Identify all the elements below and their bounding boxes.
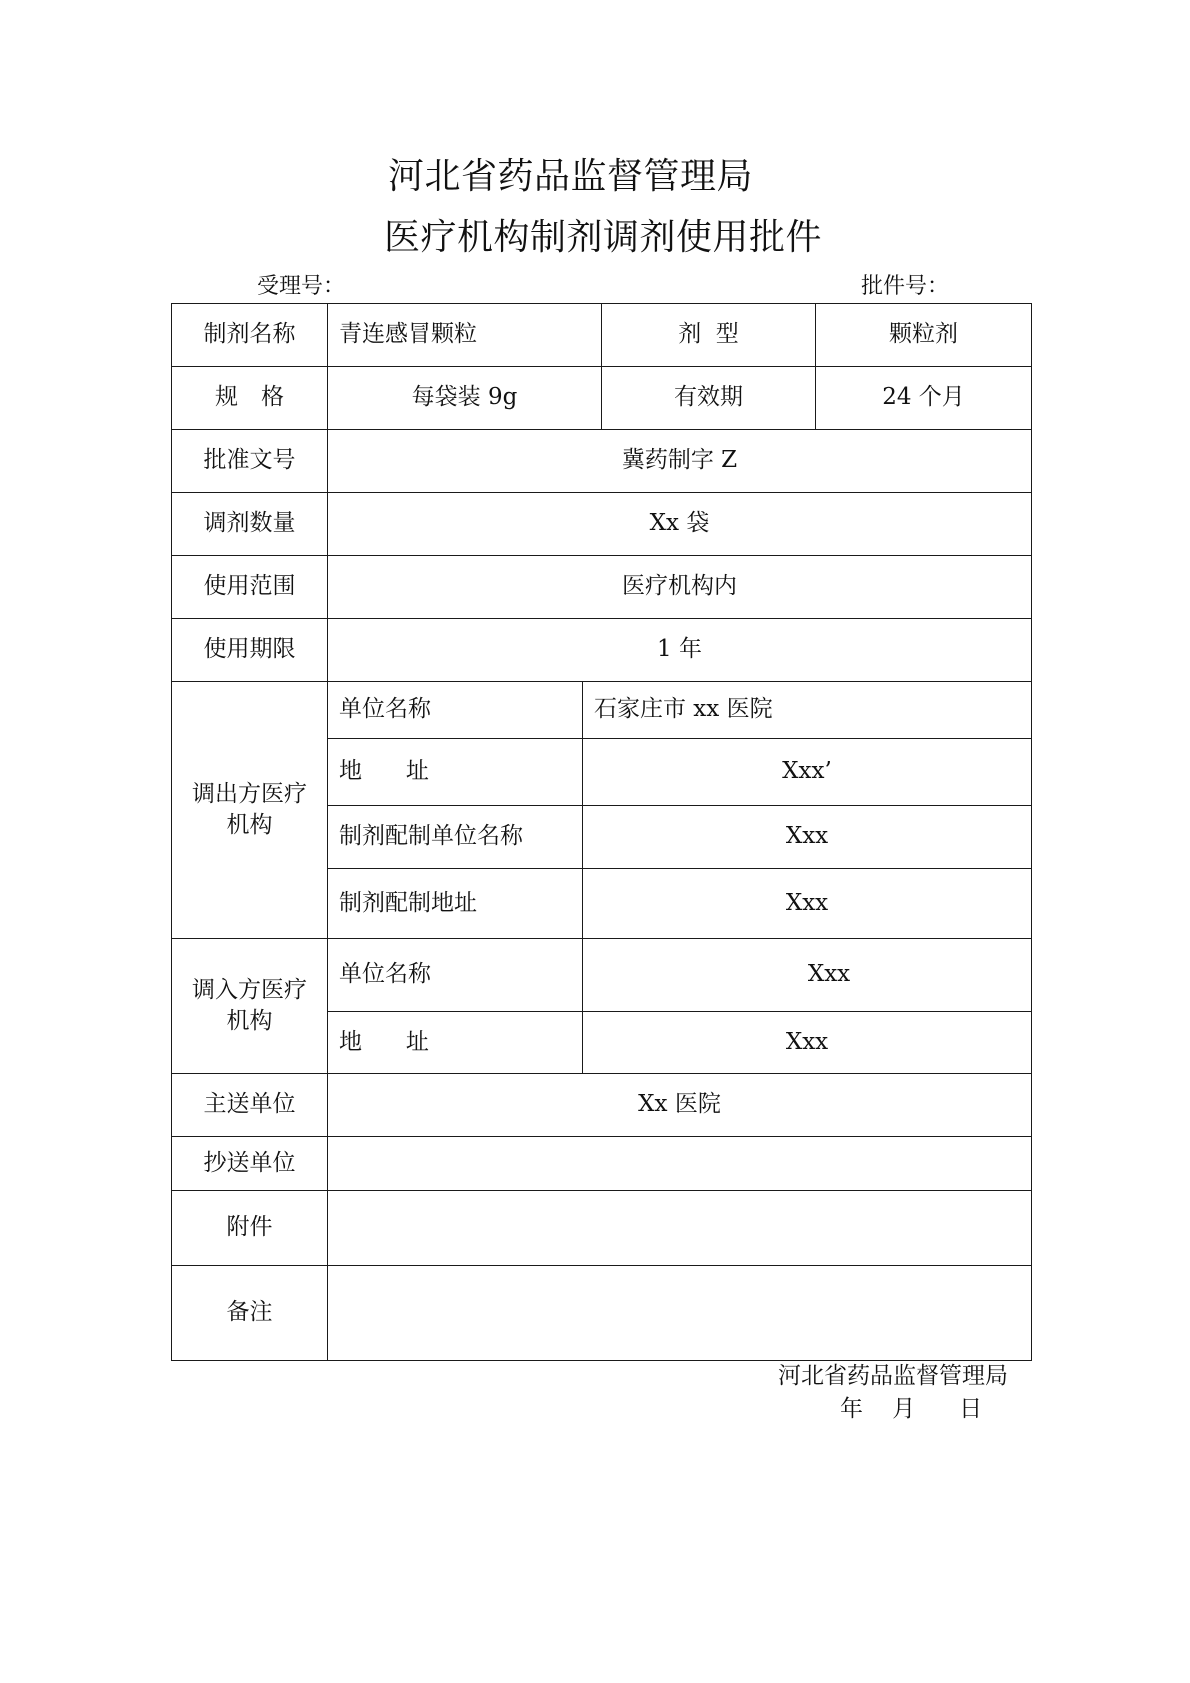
outgoing-unit-name-label: 单位名称	[328, 682, 583, 739]
dispensing-quantity-value: Xx 袋	[328, 493, 1032, 556]
approval-number-field-label: 批准文号	[172, 430, 328, 493]
incoming-unit-name-label: 单位名称	[328, 939, 583, 1012]
main-recipient-label: 主送单位	[172, 1074, 328, 1137]
incoming-address-value: Xxx	[583, 1012, 1032, 1074]
dispensing-quantity-label: 调剂数量	[172, 493, 328, 556]
acceptance-number-label: 受理号：	[257, 274, 346, 299]
specification-label: 规 格	[172, 367, 328, 430]
incoming-address-label: 地 址	[328, 1012, 583, 1074]
document-title: 医疗机构制剂调剂使用批件	[384, 217, 823, 258]
remarks-label: 备注	[172, 1266, 328, 1361]
table-row	[172, 367, 1032, 430]
table-row	[172, 493, 1032, 556]
attachment-label: 附件	[172, 1191, 328, 1266]
validity-label: 有效期	[602, 367, 816, 430]
cc-recipient-label: 抄送单位	[172, 1137, 328, 1191]
footer-date-line: 年 月 日	[840, 1396, 983, 1422]
remarks-value	[328, 1266, 1032, 1361]
table-row	[172, 556, 1032, 619]
preparation-name-value: 青连感冒颗粒	[328, 304, 602, 367]
table-row	[172, 1074, 1032, 1137]
table-row	[172, 304, 1032, 367]
attachment-value	[328, 1191, 1032, 1266]
table-row	[172, 682, 1032, 739]
usage-scope-value: 医疗机构内	[328, 556, 1032, 619]
dosage-form-label: 剂 型	[602, 304, 816, 367]
outgoing-institution-label: 调出方医疗机构	[172, 682, 328, 939]
outgoing-unit-name-value: 石家庄市 xx 医院	[583, 682, 1032, 739]
table-row	[172, 939, 1032, 1012]
usage-period-value: 1 年	[328, 619, 1032, 682]
approval-number-value: 冀药制字 Z	[328, 430, 1032, 493]
table-row	[172, 1266, 1032, 1361]
outgoing-prep-unit-value: Xxx	[583, 806, 1032, 869]
incoming-unit-name-value: Xxx	[583, 939, 1032, 1012]
permit-table	[171, 303, 1032, 1361]
table-row	[172, 1137, 1032, 1191]
cc-recipient-value	[328, 1137, 1032, 1191]
table-row	[172, 1191, 1032, 1266]
dosage-form-value: 颗粒剂	[816, 304, 1032, 367]
outgoing-address-value: Xxx’	[583, 739, 1032, 806]
validity-value: 24 个月	[816, 367, 1032, 430]
specification-value: 每袋装 9g	[328, 367, 602, 430]
main-recipient-value: Xx 医院	[328, 1074, 1032, 1137]
table-row	[172, 619, 1032, 682]
table-row	[172, 430, 1032, 493]
outgoing-address-label: 地 址	[328, 739, 583, 806]
usage-scope-label: 使用范围	[172, 556, 328, 619]
outgoing-prep-address-value: Xxx	[583, 869, 1032, 939]
org-title: 河北省药品监督管理局	[388, 156, 754, 197]
preparation-name-label: 制剂名称	[172, 304, 328, 367]
usage-period-label: 使用期限	[172, 619, 328, 682]
footer-issuing-org: 河北省药品监督管理局	[778, 1363, 1008, 1389]
approval-number-label: 批件号：	[861, 274, 950, 299]
incoming-institution-label: 调入方医疗机构	[172, 939, 328, 1074]
outgoing-prep-unit-label: 制剂配制单位名称	[328, 806, 583, 869]
outgoing-prep-address-label: 制剂配制地址	[328, 869, 583, 939]
